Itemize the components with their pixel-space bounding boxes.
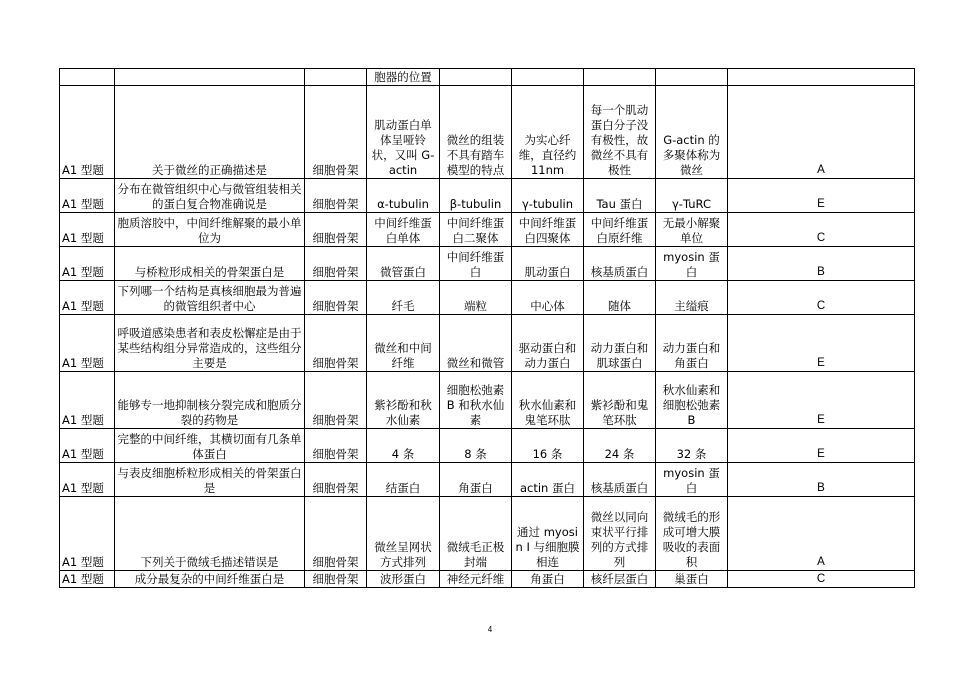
option-cell: 肌动蛋白 xyxy=(512,247,584,281)
header-cell xyxy=(656,69,728,86)
answer-cell: C xyxy=(728,213,915,247)
answer-cell: A xyxy=(728,497,915,571)
header-cell xyxy=(440,69,512,86)
option-cell: 结蛋白 xyxy=(367,463,440,497)
option-cell: 主缢痕 xyxy=(656,281,728,315)
option-cell: 波形蛋白 xyxy=(367,571,440,588)
option-cell: 中间纤维蛋白 xyxy=(440,247,512,281)
option-cell: 核基质蛋白 xyxy=(584,463,656,497)
question-type-cell: A1 型题 xyxy=(60,213,115,247)
table-row xyxy=(60,247,915,281)
table-row xyxy=(60,179,915,213)
option-cell: 紫衫酚和秋水仙素 xyxy=(367,372,440,429)
option-cell: 中间纤维蛋白二聚体 xyxy=(440,213,512,247)
option-cell: 24 条 xyxy=(584,429,656,463)
question-cell: 下列关于微绒毛描述错误是 xyxy=(115,497,305,571)
option-cell: 中心体 xyxy=(512,281,584,315)
option-cell: 微丝和中间纤维 xyxy=(367,315,440,372)
category-cell: 细胞骨架 xyxy=(305,463,367,497)
option-cell: 中间纤维蛋白四聚体 xyxy=(512,213,584,247)
page-number: 4 xyxy=(487,625,493,634)
option-cell: 微丝和微管 xyxy=(440,315,512,372)
option-cell: 秋水仙素和鬼笔环肽 xyxy=(512,372,584,429)
table-row xyxy=(60,281,915,315)
answer-cell: E xyxy=(728,315,915,372)
question-cell: 分布在微管组织中心与微管组装相关的蛋白复合物准确说是 xyxy=(115,179,305,213)
option-cell: 8 条 xyxy=(440,429,512,463)
category-cell: 细胞骨架 xyxy=(305,497,367,571)
option-cell: 每一个肌动蛋白分子没有极性，故微丝不具有极性 xyxy=(584,86,656,179)
option-cell: 细胞松弛素 B 和秋水仙素 xyxy=(440,372,512,429)
table-row xyxy=(60,213,915,247)
question-type-cell: A1 型题 xyxy=(60,281,115,315)
question-type-cell: A1 型题 xyxy=(60,571,115,588)
answer-cell: C xyxy=(728,281,915,315)
option-cell: 巢蛋白 xyxy=(656,571,728,588)
option-cell: 中间纤维蛋白单体 xyxy=(367,213,440,247)
option-cell: γ-TuRC xyxy=(656,179,728,213)
question-cell: 成分最复杂的中间纤维蛋白是 xyxy=(115,571,305,588)
question-type-cell: A1 型题 xyxy=(60,372,115,429)
question-cell: 能够专一地抑制核分裂完成和胞质分裂的药物是 xyxy=(115,372,305,429)
option-cell: 秋水仙素和细胞松弛素 B xyxy=(656,372,728,429)
table-row xyxy=(60,497,915,571)
option-cell: 角蛋白 xyxy=(440,463,512,497)
option-cell: α-tubulin xyxy=(367,179,440,213)
header-row xyxy=(60,69,915,86)
answer-cell: E xyxy=(728,372,915,429)
table-row xyxy=(60,315,915,372)
category-cell: 细胞骨架 xyxy=(305,315,367,372)
question-table xyxy=(59,68,915,588)
option-cell: 微丝以同向束状平行排列的方式排列 xyxy=(584,497,656,571)
option-cell: myosin 蛋白 xyxy=(656,463,728,497)
category-cell: 细胞骨架 xyxy=(305,213,367,247)
option-cell: 纤毛 xyxy=(367,281,440,315)
option-cell: 神经元纤维 xyxy=(440,571,512,588)
question-type-cell: A1 型题 xyxy=(60,463,115,497)
answer-cell: E xyxy=(728,429,915,463)
category-cell: 细胞骨架 xyxy=(305,429,367,463)
category-cell: 细胞骨架 xyxy=(305,281,367,315)
answer-cell: A xyxy=(728,86,915,179)
question-cell: 关于微丝的正确描述是 xyxy=(115,86,305,179)
option-cell: γ-tubulin xyxy=(512,179,584,213)
option-cell: G-actin 的多聚体称为微丝 xyxy=(656,86,728,179)
category-cell: 细胞骨架 xyxy=(305,571,367,588)
option-cell: 为实心纤维，直径约 11nm xyxy=(512,86,584,179)
option-cell: 角蛋白 xyxy=(512,571,584,588)
question-cell: 胞质溶胶中，中间纤维解聚的最小单位为 xyxy=(115,213,305,247)
question-type-cell: A1 型题 xyxy=(60,315,115,372)
question-cell: 完整的中间纤维，其横切面有几条单体蛋白 xyxy=(115,429,305,463)
question-type-cell: A1 型题 xyxy=(60,497,115,571)
answer-cell: E xyxy=(728,179,915,213)
category-cell: 细胞骨架 xyxy=(305,247,367,281)
option-cell: 驱动蛋白和动力蛋白 xyxy=(512,315,584,372)
option-cell: 4 条 xyxy=(367,429,440,463)
table-row xyxy=(60,463,915,497)
option-cell: 动力蛋白和角蛋白 xyxy=(656,315,728,372)
option-cell: 端粒 xyxy=(440,281,512,315)
question-type-cell: A1 型题 xyxy=(60,429,115,463)
option-cell: 肌动蛋白单体呈哑铃状，又叫 G-actin xyxy=(367,86,440,179)
option-cell: β-tubulin xyxy=(440,179,512,213)
table-row xyxy=(60,429,915,463)
option-cell: 微绒毛正极封端 xyxy=(440,497,512,571)
option-cell: 微丝呈网状方式排列 xyxy=(367,497,440,571)
option-cell: 无最小解聚单位 xyxy=(656,213,728,247)
answer-cell: B xyxy=(728,247,915,281)
table-row xyxy=(60,372,915,429)
option-cell: 通过 myosin Ⅰ 与细胞膜相连 xyxy=(512,497,584,571)
question-cell: 与桥粒形成相关的骨架蛋白是 xyxy=(115,247,305,281)
option-cell: 中间纤维蛋白原纤维 xyxy=(584,213,656,247)
option-cell: 核基质蛋白 xyxy=(584,247,656,281)
question-cell: 与表皮细胞桥粒形成相关的骨架蛋白是 xyxy=(115,463,305,497)
table-row xyxy=(60,571,915,588)
answer-cell: C xyxy=(728,571,915,588)
header-cell xyxy=(305,69,367,86)
header-cell: 胞器的位置 xyxy=(367,69,440,86)
option-cell: Tau 蛋白 xyxy=(584,179,656,213)
header-cell xyxy=(728,69,915,86)
option-cell: 16 条 xyxy=(512,429,584,463)
option-cell: 微丝的组装不具有踏车模型的特点 xyxy=(440,86,512,179)
option-cell: actin 蛋白 xyxy=(512,463,584,497)
answer-cell: B xyxy=(728,463,915,497)
option-cell: 紫衫酚和鬼笔环肽 xyxy=(584,372,656,429)
question-cell: 下列哪一个结构是真核细胞最为普遍的微管组织者中心 xyxy=(115,281,305,315)
category-cell: 细胞骨架 xyxy=(305,372,367,429)
table-row xyxy=(60,86,915,179)
question-type-cell: A1 型题 xyxy=(60,247,115,281)
header-cell xyxy=(60,69,115,86)
option-cell: 核纤层蛋白 xyxy=(584,571,656,588)
header-cell xyxy=(584,69,656,86)
question-cell: 呼吸道感染患者和表皮松懈症是由于某些结构组分异常造成的，这些组分主要是 xyxy=(115,315,305,372)
option-cell: 随体 xyxy=(584,281,656,315)
option-cell: 动力蛋白和肌球蛋白 xyxy=(584,315,656,372)
header-cell xyxy=(512,69,584,86)
option-cell: 微管蛋白 xyxy=(367,247,440,281)
option-cell: myosin 蛋白 xyxy=(656,247,728,281)
question-type-cell: A1 型题 xyxy=(60,86,115,179)
option-cell: 32 条 xyxy=(656,429,728,463)
question-type-cell: A1 型题 xyxy=(60,179,115,213)
category-cell: 细胞骨架 xyxy=(305,179,367,213)
header-cell xyxy=(115,69,305,86)
option-cell: 微绒毛的形成可增大膜吸收的表面积 xyxy=(656,497,728,571)
category-cell: 细胞骨架 xyxy=(305,86,367,179)
